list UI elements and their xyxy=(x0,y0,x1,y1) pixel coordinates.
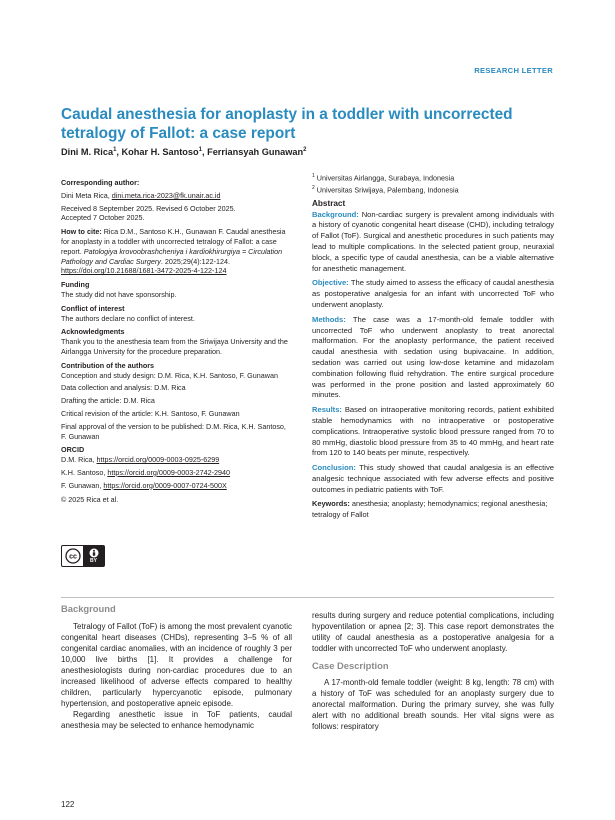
orcid-author: D.M. Rica, xyxy=(61,455,97,465)
cc-icon xyxy=(62,546,83,566)
abstract-section-text: The case was a 17-month-old female toddler with uncorrected ToF who underwent anoplasty to treat anorectal malformation. For the anoplasty performance, the patient received caudal anesthesia with sedation using bupivacaine. In addition, sedation was carried out using low-dose ketamine and midazolam combination following fluid rehydration. The entire surgical procedure was performed in the prone position and lasted approximately 60 minutes. xyxy=(312,314,554,400)
article-info-column xyxy=(61,178,291,507)
section-divider xyxy=(61,597,554,598)
doi-link[interactable]: https://doi.org/10.21688/1681-3472-2025-4-122-124 xyxy=(61,266,227,276)
contribution-item: Final approval of the version to be published: D.M. Rica, K.H. Santoso, F. Gunawan xyxy=(61,421,286,441)
funding-label: Funding xyxy=(61,280,90,290)
citation-tail: . 2025;29(4):122-124. xyxy=(160,256,231,266)
author-name: Ferriansyah Gunawan xyxy=(207,147,304,158)
by-label: BY xyxy=(90,558,97,564)
orcid-item xyxy=(61,481,291,491)
orcid-link[interactable]: https://orcid.org/0009-0007-0724-500X xyxy=(103,480,227,490)
abstract-results xyxy=(312,405,554,459)
abstract-background xyxy=(312,210,554,275)
funding-text: The study did not have sponsorship. xyxy=(61,289,177,299)
author-list: Dini M. Rica$^1$, Kohar H. Santoso$^1$, Ferriansyah Gunawan$^2$ xyxy=(61,147,307,158)
person-icon xyxy=(89,548,99,558)
keywords-text: anesthesia; anoplasty; hemodynamics; regional anesthesia; tetralogy of Fallot xyxy=(312,499,548,519)
cc-circle-icon xyxy=(65,548,81,564)
orcid-label: ORCID xyxy=(61,445,85,455)
abstract-conclusion xyxy=(312,463,554,495)
acknowledgments-text: Thank you to the anesthesia team from the Sriwijaya University and the Airlangga University for the procedure preparation. xyxy=(61,337,288,356)
case-description-heading: Case Description xyxy=(312,660,389,671)
affiliation xyxy=(312,172,554,183)
citation-journal: Patologiya krovoobrashcheniya i kardiokhirurgiya = Circulation Pathology and Cardiac Surgery xyxy=(61,246,283,266)
affiliation-text: Universitas Airlangga, Surabaya, Indonesia xyxy=(314,173,455,183)
citation xyxy=(61,227,291,276)
contribution-label: Contribution of the authors xyxy=(61,360,155,370)
abstract-heading: Abstract xyxy=(312,198,346,208)
corresponding-email-link[interactable]: dini.meta.rica-2023@fk.unair.ac.id xyxy=(111,190,221,200)
copyright: © 2025 Rica et al. xyxy=(61,494,119,504)
corresponding-label: Corresponding author: xyxy=(61,178,140,187)
abstract-section-text: The study aimed to assess the efficacy of caudal anesthesia as postoperative analgesia for an infant with uncorrected ToF who underwent anoplasty. xyxy=(312,278,555,309)
abstract-column xyxy=(312,172,554,520)
body-right-column xyxy=(312,610,554,732)
received-date: Received 8 September 2025. Revised 6 October 2025. xyxy=(61,203,236,213)
keywords-label: Keywords: xyxy=(312,499,352,509)
orcid-author: F. Gunawan, xyxy=(61,480,104,490)
contribution-item: Critical revision of the article: K.H. Santoso, F. Gunawan xyxy=(61,408,240,418)
orcid-item xyxy=(61,468,291,478)
background-continuation: results during surgery and reduce potential complications, including hypoventilation or apnea [2; 3]. This case report demonstrates the utility of caudal anesthesia as a postoperative analgesia for a toddler with uncorrected ToF who underwent anoplasty. xyxy=(312,611,554,653)
conflict-text: The authors declare no conflict of interest. xyxy=(61,313,195,323)
corresponding-author xyxy=(61,191,291,201)
citation-text: Rica D.M., Santoso K.H., Gunawan F. Caudal anesthesia for anoplasty in a toddler with uncorrected tetralogy of Fallot: a case report. xyxy=(61,227,286,256)
orcid-author: K.H. Santoso, xyxy=(61,467,108,477)
orcid-link[interactable]: https://orcid.org/0009-0003-2742-2940 xyxy=(107,467,231,477)
affiliation xyxy=(312,184,554,195)
author-affiliation-mark: 2 xyxy=(303,147,307,153)
orcid-link[interactable]: https://orcid.org/0009-0003-0925-6299 xyxy=(96,455,220,465)
conflict-label: Conflict of interest xyxy=(61,303,125,313)
contribution-item: Drafting the article: D.M. Rica xyxy=(61,396,155,406)
author-name: Dini M. Rica xyxy=(61,147,114,158)
abstract-section-label: Objective: xyxy=(312,278,351,288)
keywords xyxy=(312,499,554,519)
case-paragraph: A 17-month-old female toddler (weight: 8 kg, length: 78 cm) with a history of ToF was scheduled for an anoplasty surgery due to anorectal malformation. During the primary survey, she was fully alert with no additional breath sounds. Her vital signs were as follows: respiratory xyxy=(312,678,554,731)
article-title: Caudal anesthesia for anoplasty in a toddler with uncorrected tetralogy of Fallot: a case report xyxy=(61,106,513,142)
abstract-section-label: Methods: xyxy=(312,314,353,324)
abstract-section-text: Based on intraoperative monitoring records, patient exhibited stable hemodynamics with no intraoperative or postoperative complications. Intraoperative systolic blood pressure ranged from 70 to 80 mmHg, diastolic blood pressure from 35 to 40 mmHg, and heart rate from 120 to 140 beats per minute, respectively. xyxy=(312,405,554,458)
section-label: RESEARCH LETTER xyxy=(474,66,553,75)
contribution-item: Conception and study design: D.M. Rica, K.H. Santoso, F. Gunawan xyxy=(61,370,278,380)
abstract-objective xyxy=(312,278,554,310)
background-paragraph: Regarding anesthetic issue in ToF patients, caudal anesthesia may be selected to enhance hemodynamic xyxy=(61,710,292,730)
cc-by-license-badge[interactable] xyxy=(61,545,105,567)
corresponding-name: Dini Meta Rica, xyxy=(61,190,112,200)
page-number: 122 xyxy=(61,800,75,809)
affiliation-number: 1 xyxy=(312,173,315,179)
abstract-section-text: This study showed that caudal analgesia is an effective analgesic technique associated with few adverse effects and positive outcomes in pediatric patients with ToF. xyxy=(312,463,554,494)
author-affiliation-mark: 1 xyxy=(113,147,117,153)
body-left-column xyxy=(61,603,292,731)
orcid-item xyxy=(61,455,291,465)
author-name: Kohar H. Santoso xyxy=(121,147,199,158)
author-affiliation-mark: 1 xyxy=(198,147,202,153)
abstract-section-label: Conclusion: xyxy=(312,463,360,473)
accepted-date: Accepted 7 October 2025. xyxy=(61,213,145,223)
affiliation-number: 2 xyxy=(312,184,315,191)
affiliation-text: Universitas Sriwijaya, Palembang, Indonesia xyxy=(314,185,459,195)
abstract-section-label: Background: xyxy=(312,209,362,219)
contribution-item: Data collection and analysis: D.M. Rica xyxy=(61,383,186,393)
cc-icon-text: cc xyxy=(68,553,77,561)
citation-label: How to cite: xyxy=(61,227,104,237)
abstract-body xyxy=(312,210,554,496)
abstract-methods xyxy=(312,315,554,401)
acknowledgments-label: Acknowledgments xyxy=(61,327,125,337)
background-paragraph: Tetralogy of Fallot (ToF) is among the most prevalent cyanotic congenital heart diseases (CHDs), representing 3–5 % of all congenital cardiac anomalies, with an incidence of roughly 3 per 10,000 live births [1]. It provides a challenge for anesthesiologists during non-cardiac procedures due to an increased likelihood of adverse effects compared to healthy children, particularly hypercyanotic episode, pulmonary hypertension, and postoperative apneic episode. xyxy=(61,622,292,708)
by-icon xyxy=(83,546,104,566)
abstract-section-label: Results: xyxy=(312,405,345,415)
abstract-section-text: Non-cardiac surgery is prevalent among individuals with a history of cyanotic congenital heart disease (CHD), including tetralogy of Fallot (ToF). Surgical and anesthetic procedures in such patients may lead to multiple complications. In the selected patient group, neuraxial block, a specific type of caudal anesthesia, can be a viable alternative for anesthetic management. xyxy=(312,209,554,273)
background-heading: Background xyxy=(61,603,116,614)
